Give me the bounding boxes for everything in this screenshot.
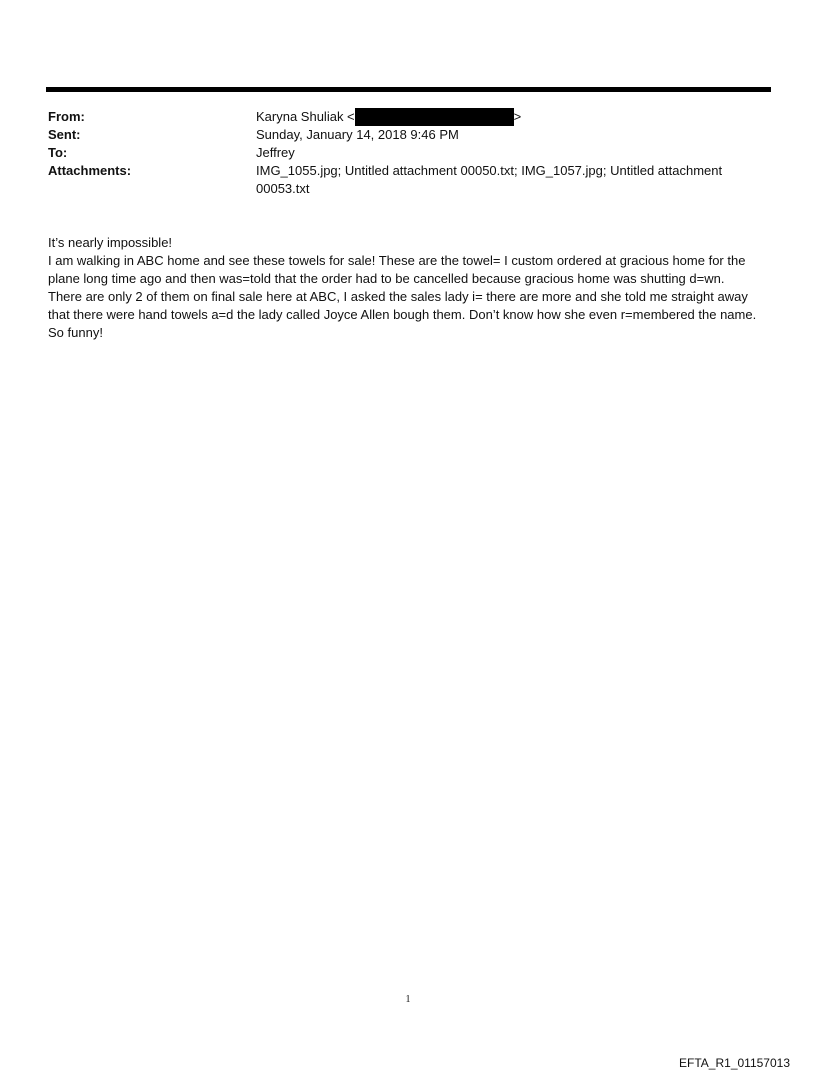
document-id: EFTA_R1_01157013 (679, 1056, 790, 1070)
body-paragraph: So funny! (48, 325, 103, 340)
email-body (48, 234, 770, 342)
from-name: Karyna Shuliak < (256, 109, 355, 124)
from-suffix: > (513, 109, 522, 124)
to-label: To: (48, 145, 68, 160)
sent-row (48, 126, 768, 144)
to-row (48, 144, 768, 162)
to-value: Jeffrey (256, 145, 295, 160)
body-paragraph: I am walking in ABC home and see these towels for sale! These are the towel= I custom ordered at gracious home for the plane long time ago and then was=told that the order had to be cancelled because gracious home was shutting d=wn. (48, 253, 746, 286)
body-paragraph: There are only 2 of them on final sale here at ABC, I asked the sales lady i= there are more and she told me straight away that there were hand towels a=d the lady called Joyce Allen bough them. Don’t know how she even r=membered the name. (48, 289, 757, 322)
attachments-row (48, 162, 768, 198)
email-header (48, 108, 768, 198)
sent-value: Sunday, January 14, 2018 9:46 PM (256, 127, 459, 142)
redaction-block (355, 108, 514, 126)
attachments-label: Attachments: (48, 163, 132, 178)
sent-label: Sent: (48, 127, 81, 142)
attachments-value: IMG_1055.jpg; Untitled attachment 00050.txt; IMG_1057.jpg; Untitled attachment 00053.txt (256, 163, 723, 196)
from-label: From: (48, 109, 85, 124)
page-number: 1 (405, 994, 411, 1005)
from-row (48, 108, 768, 126)
from-value (256, 108, 768, 126)
header-divider (46, 87, 771, 92)
body-paragraph: It’s nearly impossible! (48, 235, 173, 250)
